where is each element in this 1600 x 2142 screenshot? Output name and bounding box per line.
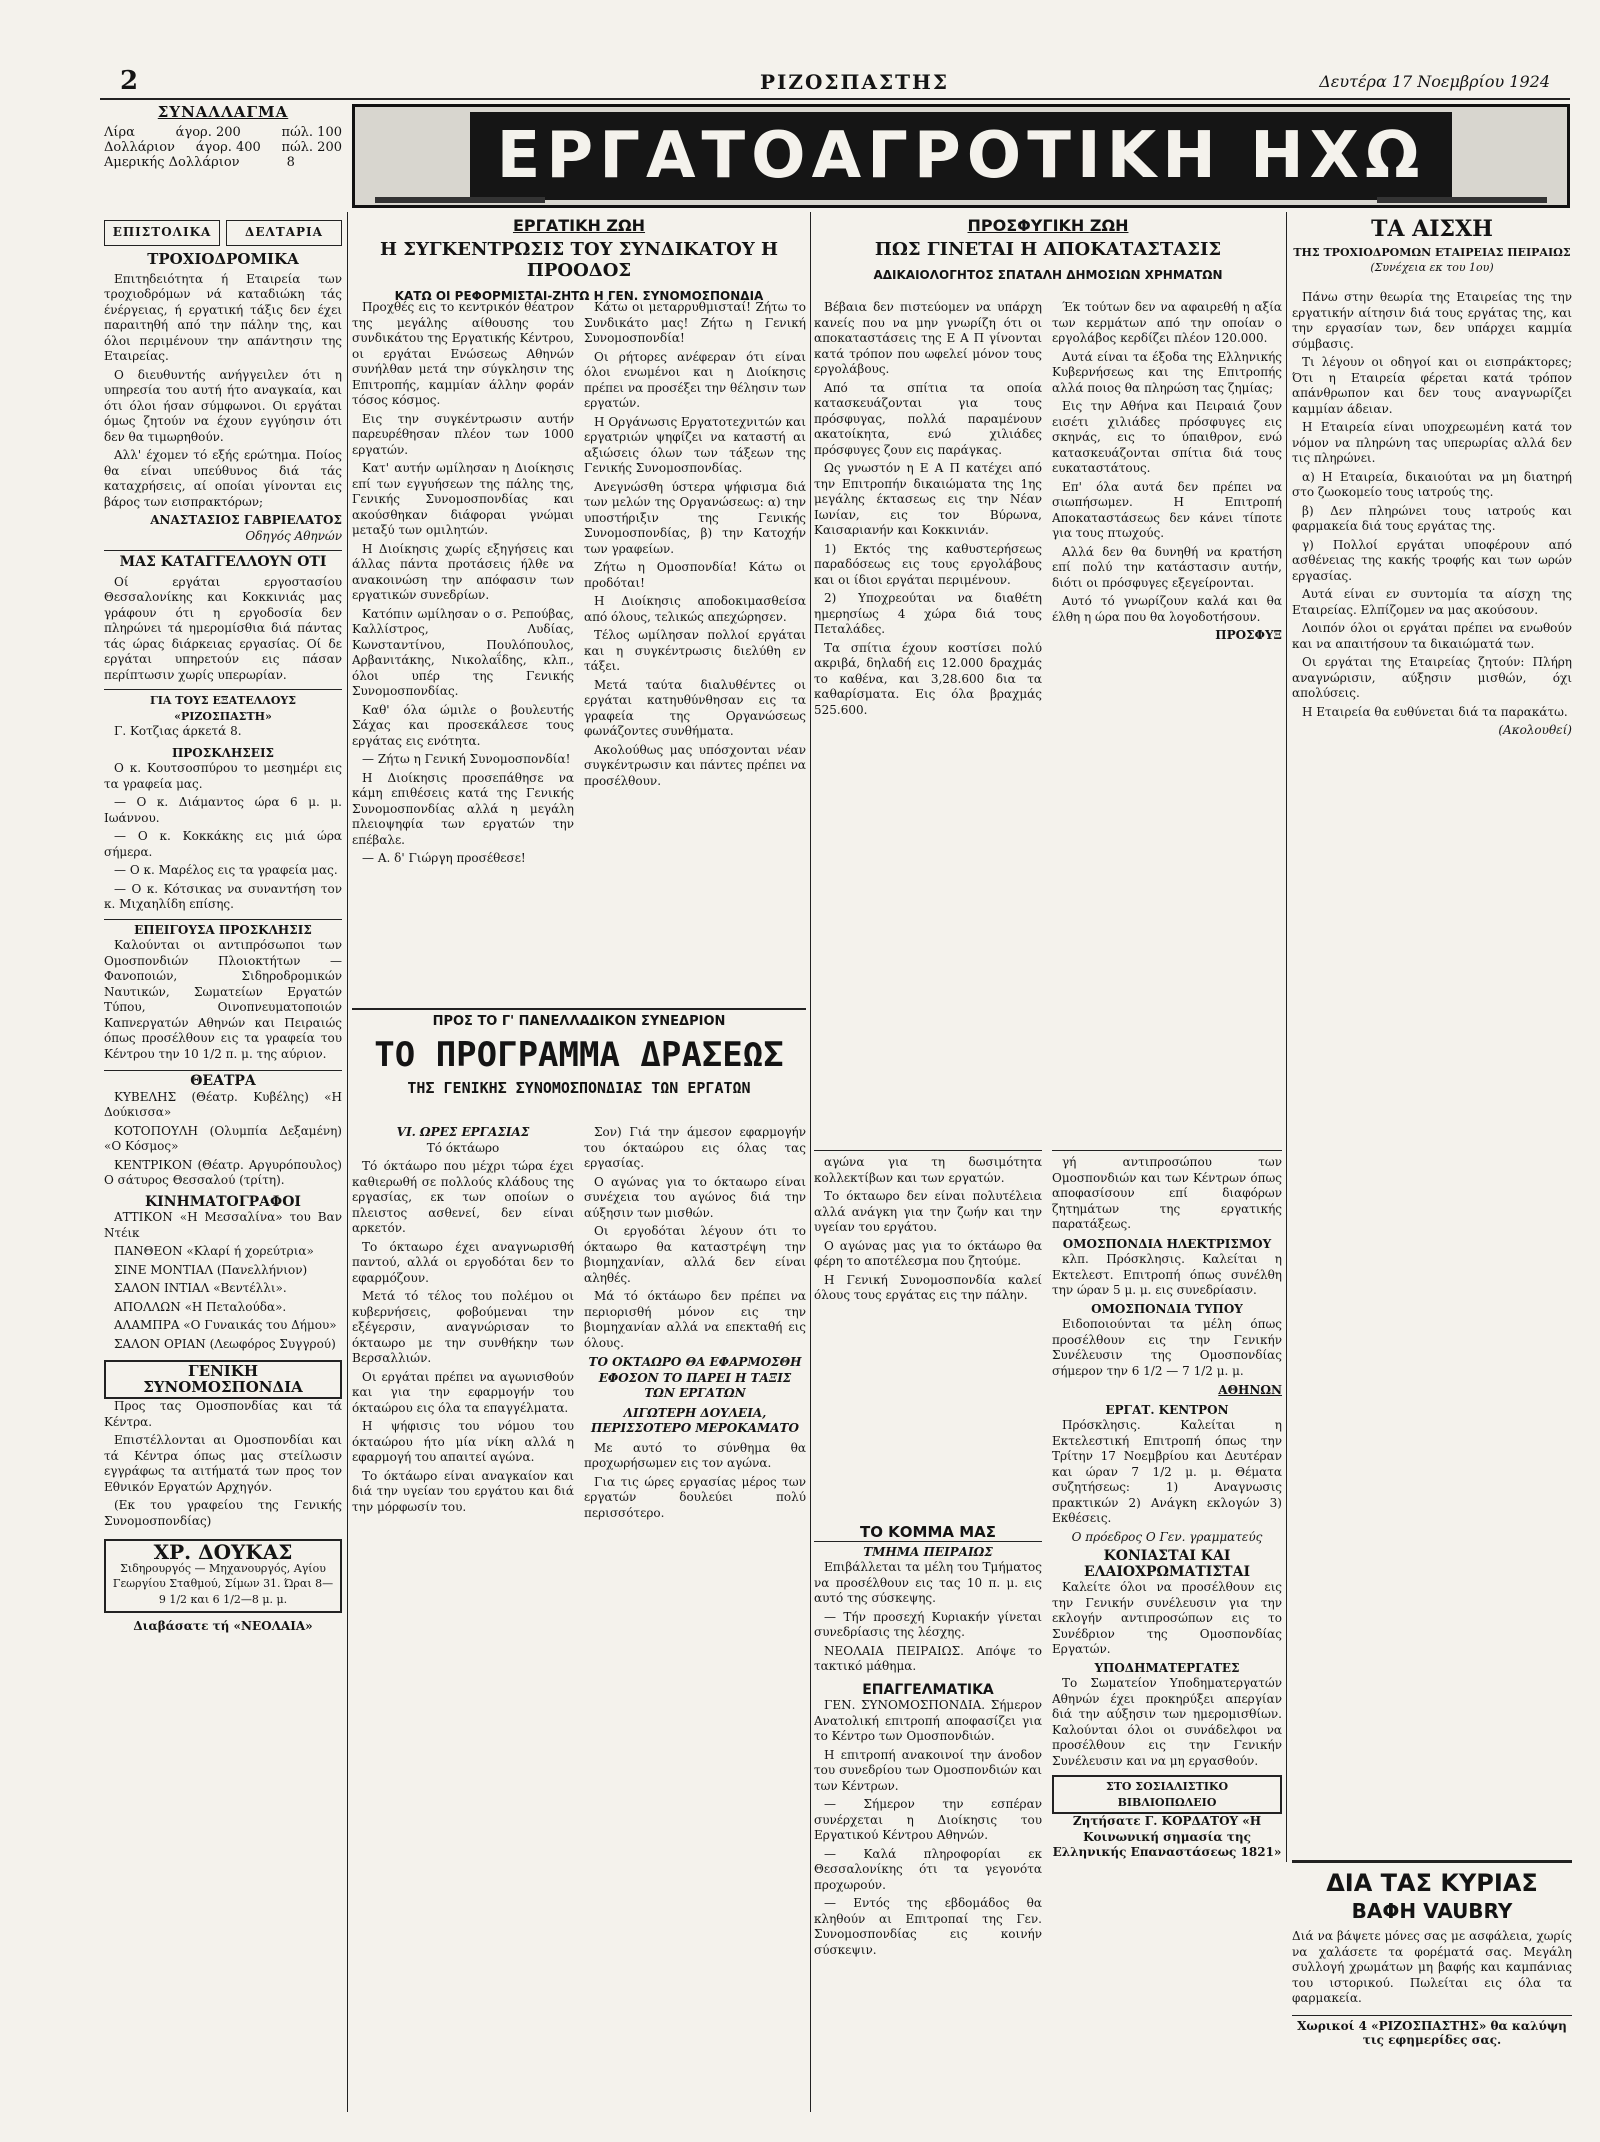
paragraph: Το όκτάωρο είναι αναγκαίον και διά την υγείαν του εργάτου και διά την μόρφωσίν του. xyxy=(352,1468,574,1514)
article-kicker: ΠΡΟΣ ΤΟ Γ' ΠΑΝΕΛΛΑΔΙΚΟΝ ΣΥΝΕΔΡΙΟΝ xyxy=(432,1014,726,1029)
programma-column-a xyxy=(352,1125,574,2110)
paragraph: Για τις ώρες εργασίας μέρος των εργατών δουλεύει πολύ περισσότερο. xyxy=(584,1474,806,1520)
paragraph: Ακολούθως μας υπόσχονται νέαν συγκέντρωσιν και πάντες πρέπει να προσέλθουν. xyxy=(584,742,806,788)
paragraph: Οί εργάται εργοστασίου Θεσσαλονίκης και Κοκκινιάς μας γράφουν ότι η εργοδοσία δεν πληρώνει τά ημερομίσθια διά πάντας τάς ώρας διάρκειας εργασίας. Οί δε εργάται υπηρετούν εις πάσαν περίπτωσιν χωρίς υπερωρίαν. xyxy=(104,574,342,682)
paragraph: Το όκταωρο έχει αναγνωρισθή παντού, αλλά οι εργοδόται δεν το εφαρμόζουν. xyxy=(352,1239,574,1285)
paragraph: — Σήμερον την εσπέραν συνέρχεται η Διοίκησις του Εργατικού Κέντρου Αθηνών. xyxy=(814,1797,1042,1842)
masthead xyxy=(100,62,1570,100)
paragraph: Επ' όλα αυτά δεν πρέπει να σιωπήσωμεν. Η Επιτροπή Αποκαταστάσεως δεν κάνει τίποτε για τους πτωχούς. xyxy=(1052,479,1282,540)
info-title: ΓΙΑ ΤΟΥΣ ΕΞΑΤΕΛΛΟΥΣ «ΡΙΖΟΣΠΑΣΤΗ» xyxy=(149,694,297,723)
paragraph: (Εκ του γραφείου της Γενικής Συνομοσπονδίας) xyxy=(104,1498,342,1528)
signature: ΑΝΑΣΤΑΣΙΟΣ ΓΑΒΡΙΕΛΑΤΟΣ xyxy=(150,513,342,527)
paragraph: Από τα σπίτια τα οποία κατασκευάζονται για τους πρόσφυγας, πολλά παραμένουν ακατοίκητα, ενώ χιλιάδες πρόσφυγες ζουν εις παράγκας. xyxy=(814,380,1042,457)
exchange-title: ΣΥΝΑΛΛΑΓΜΑ xyxy=(157,103,289,121)
paragraph: Οι εργάται πρέπει να αγωνισθούν και για την εφαρμογήν του όκταώρου εις όλα τα επαγγέλματα. xyxy=(352,1369,574,1415)
article-title: ΤΟ ΠΡΟΓΡΑΜΜΑ ΔΡΑΣΕΩΣ xyxy=(374,1035,784,1075)
paragraph: — Ο κ. Μαρέλος εις τα γραφεία μας. xyxy=(114,863,338,877)
paragraph: Ο διευθυντής ανήγγειλεν ότι η υπηρεσία του αυτή ήτο αναγκαία, και ότι όλοι ήσαν σύμφωνοι. Οι εργάται όμως ζητούν να έχουν εγγύησιν ότι δεν θα τιμωρηθούν. xyxy=(104,367,342,444)
paragraph: Το Σωματείον Υποδηματεργατών Αθηνών έχει προκηρύξει απεργίαν διά την αύξησιν των ημερομισθίων. Καλούνται όλοι οι συνάδελφοι να προσέλθουν εις την Γενικήν Συνέλευσιν και να μη εργασθούν. xyxy=(1052,1676,1282,1768)
banner-illustration-left xyxy=(375,117,545,203)
exchange-row: Λίρα άγορ. 200 πώλ. 100 xyxy=(104,125,342,140)
paragraph: Σον) Γιά την άμεσον εφαρμογήν του όκταώρου εις όλας τας εργασίας. xyxy=(584,1125,806,1170)
paragraph: — Καλά πληροφορίαι εκ Θεσσαλονίκης ότι τα γεγονότα προχωρούν. xyxy=(814,1846,1042,1892)
paragraph: Η Εταιρεία θα ευθύνεται διά τα παρακάτω. xyxy=(1302,704,1568,719)
paragraph: Οι εργοδόται λέγουν ότι το όκταωρο θα καταστρέψη την βιομηχανίαν, αλλά δεν είναι αληθές. xyxy=(584,1224,806,1285)
ad-name: ΧΡ. ΔΟΥΚΑΣ xyxy=(153,1540,293,1564)
paragraph: Το όκταωρο δεν είναι πολυτέλεια αλλά ανάγκη για την ζωήν και την υγείαν του εργάτου. xyxy=(814,1189,1042,1234)
notice-heading: ΕΡΓΑΤ. ΚΕΝΤΡΟΝ xyxy=(1105,1402,1229,1417)
paragraph: ΚΕΝΤΡΙΚΟΝ (Θέατρ. Αργυρόπουλος) Ο σάτυρος Θεσσαλού (τρίτη). xyxy=(104,1157,342,1187)
paragraph: ΠΑΝΘΕΟΝ «Κλαρί ή χορεύτρια» xyxy=(114,1244,314,1258)
prosfygiki-column-a xyxy=(814,300,1042,1138)
paragraph: Αυτά είναι τα έξοδα της Ελληνικής Κυβερνήσεως και της Επιτροπής αλλά ποιος θα πληρώση τας ζημίας; xyxy=(1052,349,1282,395)
prosfygiki-column-b xyxy=(1052,300,1282,1138)
paragraph: Η επιτροπή ανακοινοί την άνοδον του συνεδρίου των Ομοσπονδιών και των Κέντρων. xyxy=(814,1747,1042,1793)
komma-title: ΤΟ ΚΟΜΜΑ ΜΑΣ xyxy=(814,1525,1042,1542)
paragraph: Προς τας Ομοσπονδίας και τά Κέντρα. xyxy=(104,1399,342,1429)
paragraph: Καθ' όλα ώμιλε ο βουλευτής Σάχας και προσεκάλεσε τους εργάτας εις ενότητα. xyxy=(352,702,574,748)
troxiodromika-title: ΤΡΟΧΙΟΔΡΟΜΙΚΑ xyxy=(147,250,299,268)
ergatiki-column-a xyxy=(352,300,574,900)
paragraph: Επιστέλλονται αι Ομοσπονδίαι και τά Κέντρα όπως μας στείλωσιν εγγράφως τα αιτήματά των προς τον Εθνικόν Εργατών Αρχηγόν. xyxy=(104,1433,342,1494)
vaubry-ad xyxy=(1292,1860,1572,2105)
paragraph: Βέβαια δεν πιστεύομεν να υπάρχη κανείς που να μην γνωρίζη ότι οι αποκαταστάσεις της Ε Α Π γίνονται κατά τρόπον που ωφελεί μόνον τους εργολάβους. xyxy=(814,300,1042,376)
paragraph: Ο αγώνας μας για το όκτάωρο θα φέρη το αποτέλεσμα που ζητούμε. xyxy=(814,1238,1042,1268)
slogan: ΛΙΓΩΤΕΡΗ ΔΟΥΛΕΙΑ, ΠΕΡΙΣΣΟΤΕΡΟ ΜΕΡΟΚΑΜΑΤΟ xyxy=(591,1405,799,1435)
paragraph: Αυτά είναι εν συντομία τα αίσχη της Εταιρείας. Ελπίζομεν να μας ακούσουν. xyxy=(1292,587,1572,617)
paragraph: — Ο κ. Κότσικας να συναντήση τον κ. Μιχαηλίδη επίσης. xyxy=(104,881,342,911)
aisxi-body xyxy=(1292,290,1572,1850)
signature: ΠΡΟΣΦΥΞ xyxy=(1215,628,1282,642)
paragraph: Τα σπίτια έχουν κοστίσει πολύ ακριβά, δηλαδή εις 12.000 δραχμάς το καθένα, και 3,28.600 δια τα καθαρίσματα. Εις όλα βραχμάς 525.600. xyxy=(814,640,1042,717)
paragraph: Η Διοίκησις χωρίς εξηγήσεις και άλλας πάντα προτάσεις ήλθε να ανακοινώση την απόφασιν των εργατικών συνεδρίων. xyxy=(352,541,574,602)
epeigousa-title: ΕΠΕΙΓΟΥΣΑ ΠΡΟΣΚΛΗΣΙΣ xyxy=(134,922,312,937)
banner-illustration-right xyxy=(1377,117,1547,203)
notice-heading: ΥΠΟΔΗΜΑΤΕΡΓΑΤΕΣ xyxy=(1094,1660,1240,1675)
paragraph: Ανεγνώσθη ύστερα ψήφισμα διά των μελών της Οργανώσεως: α) την υποστήριξιν της Γενικής Συνομοσπονδίας, β) την Κατοχήν των γραφείων. xyxy=(584,479,806,556)
article-note: (Συνέχεια εκ του 1ου) xyxy=(1370,261,1494,274)
paragraph: Αυτό τό γνωρίζουν καλά και θα έλθη η ώρα που θα λογοδοτήσουν. xyxy=(1052,594,1282,624)
mas-kataggelloun-title: ΜΑΣ ΚΑΤΑΓΓΕΛΛΟΥΝ ΟΤΙ xyxy=(119,554,327,570)
paragraph: Τι λέγουν οι οδηγοί και οι εισπράκτορες; Ότι η Εταιρεία φέρεται κατά τρόπον απάνθρωπον και δεν τους αναγνωρίζει καμμίαν άδειαν. xyxy=(1292,355,1572,416)
bookshop-body: Ζητήσατε Γ. ΚΟΡΔΑΤΟΥ «Η Κοινωνική σημασία της Ελληνικής Επαναστάσεως 1821» xyxy=(1052,1814,1282,1859)
column-rule xyxy=(347,212,348,2112)
paragraph: Εις την συγκέντρωσιν αυτήν παρευρέθησαν πλέον των 1000 εργατών. xyxy=(352,411,574,457)
article-subtitle: ΤΗΣ ΓΕΝΙΚΗΣ ΣΥΝΟΜΟΣΠΟΝΔΙΑΣ ΤΩΝ ΕΡΓΑΤΩΝ xyxy=(407,1079,751,1097)
paragraph: Οι ρήτορες ανέφεραν ότι είναι όλοι ενωμένοι και η Διοίκησις πρέπει να προσέξει την θέλησιν των εργατών. xyxy=(584,349,806,410)
aisxi-article xyxy=(1292,216,1572,274)
epaggelmatika-title: ΕΠΑΓΓΕΛΜΑΤΙΚΑ xyxy=(862,1681,994,1698)
city-heading: ΑΘΗΝΩΝ xyxy=(1218,1383,1282,1397)
continued-note: (Ακολουθεί) xyxy=(1498,723,1572,737)
paragraph: Τό όκτάωρο που μέχρι τώρα έχει καθιερωθή σε πολλούς κλάδους της εργασίας, εκ των οποίων ο πλειστος ασθενεί, δεν είναι αρκετόν. xyxy=(352,1159,574,1235)
neolaia-ad: Διαβάσατε τή «ΝΕΟΛΑΙΑ» xyxy=(133,1619,313,1633)
paragraph: Κατ' αυτήν ωμίλησαν η Διοίκησις επί των εγγυήσεων της πάλης της, Γενικής Συνομοσπονδίας και ακούσθηκαν διάφοραι γνώμαι μεταξύ των ομιλητών. xyxy=(352,461,574,537)
paragraph: Οι εργάται της Εταιρείας ζητούν: Πλήρη αναγνώρισιν, αύξησιν μισθών, όχι απολύσεις. xyxy=(1292,655,1572,700)
paragraph: — Ο κ. Διάμαντος ώρα 6 μ. μ. Ιωάννου. xyxy=(104,795,342,825)
paragraph: α) Η Εταιρεία, δικαιούται να μη διατηρή στο ζωοκομείο τους ιατρούς της. xyxy=(1292,469,1572,499)
notice-heading: ΚΟΝΙΑΣΤΑΙ ΚΑΙ ΕΛΑΙΟΧΡΩΜΑΤΙΣΤΑΙ xyxy=(1083,1548,1251,1580)
section-banner xyxy=(352,104,1570,208)
paragraph: γ) Πολλοί εργάται υποφέρουν από ασθένειας της κακής τροφής και των ωρών εργασίας. xyxy=(1292,537,1572,583)
paragraph: ΚΟΤΟΠΟΥΛΗ (Ολυμπία Δεξαμένη) «Ο Κόσμος» xyxy=(104,1123,342,1153)
paragraph: — Ο κ. Κοκκάκης εις μιά ώρα σήμερα. xyxy=(104,829,342,859)
paragraph: Λοιπόν όλοι οι εργάται πρέπει να ενωθούν και να απαιτήσουν τα δικαιώματά των. xyxy=(1292,621,1572,651)
paragraph: 1) Εκτός της καθυστερήσεως παραδόσεως εις τους εργολάβους και οι ίδιοι εργάται περιμένουν. xyxy=(814,541,1042,587)
article-title: Η ΣΥΓΚΕΝΤΡΩΣΙΣ ΤΟΥ ΣΥΝΔΙΚΑΤΟΥ Η ΠΡΟΟΔΟΣ xyxy=(380,239,778,281)
paragraph: — Α. δ' Γιώργη προσέθεσε! xyxy=(362,851,526,865)
paragraph: Γ. Κοτζιας άρκετά 8. xyxy=(114,724,242,738)
paragraph: Η ψήφισις του νόμου του όκταώρου ήτο μία νίκη αλλά η εφαρμογή του απαιτεί αγώνα. xyxy=(352,1419,574,1464)
paper-name: ΡΙΖΟΣΠΑΣΤΗΣ xyxy=(760,70,950,94)
paragraph: γή αντιπροσώπου των Ομοσπονδιών και των Κέντρων όπως αποφασίσουν επί διαφόρων ζητημάτων της εργατικής παρατάξεως. xyxy=(1052,1155,1282,1231)
notice-heading: ΟΜΟΣΠΟΝΔΙΑ ΗΛΕΚΤΡΙΣΜΟΥ xyxy=(1062,1236,1272,1251)
paragraph: Ο κ. Κουτσοσπύρου το μεσημέρι εις τα γραφεία μας. xyxy=(104,761,342,791)
section-label: ΕΡΓΑΤΙΚΗ ΖΩΗ xyxy=(512,216,646,235)
geniki-title: ΓΕΝΙΚΗ ΣΥΝΟΜΟΣΠΟΝΔΙΑ xyxy=(104,1360,342,1399)
paragraph: Η Διοίκησις αποδοκιμασθείσα από όλους, τελικώς απεχώρησεν. xyxy=(584,594,806,624)
section-subheading: Τό όκτάωρο xyxy=(426,1140,500,1155)
paragraph: αγώνα για τη δωσιμότητα κολλεκτίβων και των εργατών. xyxy=(814,1155,1042,1185)
paragraph: Ειδοποιούνται τα μέλη όπως προσέλθουν εις την Γενικήν Συνέλευσιν της Ομοσπονδίας σήμερον την 6 1/2 — 7 1/2 μ. μ. xyxy=(1052,1317,1282,1378)
paragraph: Η Διοίκησις προσεπάθησε να κάμη επιθέσεις κατά της Γενικής Συνομοσπονδίας αλλά η μεγάλη πλειοψηφία των εργατών την επέβαλε. xyxy=(352,770,574,847)
paragraph: ΣΙΝΕ ΜΟΝΤΙΑΛ (Πανελλήνιον) xyxy=(114,1262,308,1277)
paragraph: — Τήν προσεχή Κυριακήν γίνεται συνεδρίασις της λέσχης. xyxy=(814,1609,1042,1639)
doukas-ad xyxy=(104,1539,342,1613)
paragraph: Η Οργάνωσις Εργατοτεχνιτών και εργατριών ψηφίζει να καταστή αι αξιώσεις όλων των τάξεων της Γενικής Συνομοσπονδίας. xyxy=(584,414,806,475)
section-heading: VI. ΩΡΕΣ ΕΡΓΑΣΙΑΣ xyxy=(396,1125,530,1139)
ergatiki-column-b xyxy=(584,300,806,900)
paragraph: Τέλος ωμίλησαν πολλοί εργάται και η συγκέντρωσις διελύθη εν τάξει. xyxy=(584,628,806,673)
page-number: 2 xyxy=(120,66,139,96)
paragraph: Ζήτω η Ομοσπονδία! Κάτω οι προδόται! xyxy=(584,560,806,590)
banner-title: ΕΡΓΑΤΟΑΓΡΟΤΙΚΗ ΗΧΩ xyxy=(470,112,1453,200)
paragraph: β) Δεν πληρώνει τους ιατρούς και φαρμακεία διά τους εργάτας της. xyxy=(1292,503,1572,533)
article-subtitle: ΑΔΙΚΑΙΟΛΟΓΗΤΟΣ ΣΠΑΤΑΛΗ ΔΗΜΟΣΙΩΝ ΧΡΗΜΑΤΩΝ xyxy=(873,268,1223,282)
slogan: ΤΟ ΟΚΤΑΩΡΟ ΘΑ ΕΦΑΡΜΟΣΘΗ ΕΦΟΣΟΝ ΤΟ ΠΑΡΕΙ Η ΤΑΞΙΣ ΤΩΝ ΕΡΓΑΤΩΝ xyxy=(588,1355,802,1400)
column1 xyxy=(104,250,342,2105)
ad-brand: ΒΑΦΗ VAUBRY xyxy=(1351,1899,1513,1923)
paragraph: Πρόσκλησις. Καλείται η Εκτελεστική Επιτροπή όπως την Τρίτην 17 Νοεμβρίου και Δευτέραν και ώραν 7 1/2 μ. μ. Θέματα συζητήσεως: 1) Αναγνωσις πρακτικών 2) Ανάγκη εκλογών 3) Εκθέσεις. xyxy=(1052,1418,1282,1525)
paragraph: Αλλά δεν θα δυνηθή να κρατήση επί πολύ την κατάστασιν αυτήν, διότι οι πρόσφυγες εξεγείρονται. xyxy=(1052,544,1282,590)
paragraph: Με αυτό το σύνθημα θα προχωρήσωμεν εις τον αγώνα. xyxy=(584,1440,806,1470)
programma-article xyxy=(352,1008,806,1097)
paragraph: ΝΕΟΛΑΙΑ ΠΕΙΡΑΙΩΣ. Απόψε το τακτικό μάθημα. xyxy=(814,1643,1042,1673)
paragraph: — Ζήτω η Γενική Συνομοσπονδία! xyxy=(362,752,571,766)
prosklhseis-title: ΠΡΟΣΚΛΗΣΕΙΣ xyxy=(171,745,275,760)
exchange-row: Δολλάριον άγορ. 400 πώλ. 200 xyxy=(104,140,342,155)
article-subtitle: ΤΗΣ ΤΡΟΧΙΟΔΡΟΜΩΝ ΕΤΑΙΡΕΙΑΣ ΠΕΙΡΑΙΩΣ xyxy=(1293,246,1571,259)
article-title: ΠΩΣ ΓΙΝΕΤΑΙ Η ΑΠΟΚΑΤΑΣΤΑΣΙΣ xyxy=(874,239,1222,260)
paragraph: ΑΛΑΜΠΡΑ «Ο Γυναικάς του Δήμου» xyxy=(114,1318,337,1332)
paragraph: κλπ. Πρόσκλησις. Καλείται η Εκτελεστ. Επιτροπή όπως συνέλθη την ώραν 5 μ. μ. εις συνεδρίασιν. xyxy=(1052,1252,1282,1297)
paragraph: Κατόπιν ωμίλησαν ο σ. Ρεπούβας, Καλλίστρος, Λυδίας, Κωνσταντίνου, Πουλόπουλος, Αρβανιτάκης, Νικολαΐδης, κλπ., όλοι υπέρ της Γενικής Συνομοσπονδίας. xyxy=(352,606,574,698)
paragraph: ΚΥΒΕΛΗΣ (Θέατρ. Κυβέλης) «Η Δούκισσα» xyxy=(104,1089,342,1119)
paragraph: Αλλ' έχομεν τό εξής ερώτημα. Ποίος θα είναι υπεύθυνος διά τάς καταχρήσεις, αί οποίαι γίνονται εις βάρος των εισπρακτόρων; xyxy=(104,448,342,509)
paragraph: ΓΕΝ. ΣΥΝΟΜΟΣΠΟΝΔΙΑ. Σήμερον Ανατολική επιτροπή αποφασίζει για το Κέντρο των Ομοσπονδιών. xyxy=(814,1698,1042,1743)
article-title: ΤΑ ΑΙΣΧΗ xyxy=(1371,216,1493,242)
paragraph: Εις την Αθήνα και Πειραιά ζουν εισέτι χιλιάδες πρόσφυγες εις σκηνάς, εις το ύπαιθρον, ενώ κατασκευάζονται σπίτια διά τους ευκαταστάτους. xyxy=(1052,399,1282,475)
paragraph: Καλείτε όλοι να προσέλθουν εις την Γενικήν συνέλευσιν για την εκλογήν αντιπροσώπων εις το Συνέδριον της Ομοσπονδίας Εργατών. xyxy=(1052,1580,1282,1656)
programma-column-c xyxy=(814,1150,1042,1520)
paragraph: Επιβάλλεται τα μέλη του Τμήματος να προσέλθουν εις τας 10 π. μ. εις αυτό της σύσκεψης. xyxy=(814,1560,1042,1605)
ad-footer: Χωρικοί 4 «ΡΙΖΟΣΠΑΣΤΗΣ» θα καλύψη τις εφημερίδες σας. xyxy=(1292,2015,1572,2047)
theatra-title: ΘΕΑΤΡΑ xyxy=(104,1070,342,1090)
ad-title: ΔΙΑ ΤΑΣ ΚΥΡΙΑΣ xyxy=(1326,1869,1538,1897)
ad-body: Σιδηρουργός — Μηχανουργός, Αγίου Γεωργίου Σταθμού, Σίμων 31. Ώραι 8—9 1/2 και 6 1/2—8 μ. μ. xyxy=(112,1561,334,1606)
paragraph: — Εντός της εβδομάδος θα κληθούν αι Επιτροπαί της Γεν. Συνομοσπονδίας εις κοινήν σύσκεψιν. xyxy=(814,1896,1042,1957)
signature-title: Οδηγός Αθηνών xyxy=(245,528,342,543)
notices-column xyxy=(1052,1150,1282,2105)
kinimatografoi-title: ΚΙΝΗΜΑΤΟΓΡΑΦΟΙ xyxy=(145,1193,301,1210)
bookshop-title: ΣΤΟ ΣΟΣΙΑΛΙΣΤΙΚΟ ΒΙΒΛΙΟΠΩΛΕΙΟ xyxy=(1052,1775,1282,1814)
notice-heading: ΟΜΟΣΠΟΝΔΙΑ ΤΥΠΟΥ xyxy=(1091,1301,1243,1316)
prosfygiki-zoi-article xyxy=(814,216,1282,282)
tab-deltaria: ΔΕΛΤΑΡΙΑ xyxy=(226,220,342,246)
programma-column-b xyxy=(584,1125,806,2110)
exchange-row: Αμερικής Δολλάριον 8 xyxy=(104,155,295,170)
paragraph: Μετά τό τέλος του πολέμου οι κυβερνήσεις, φοβούμεναι την εξέγερσιν, αναγνώρισαν το όκταωρο με την συνθήκην των Βερσαλλιών. xyxy=(352,1289,574,1365)
paragraph: Καλούνται οι αντιπρόσωποι των Ομοσπονδιών Πλοιοκτήτων — Φανοποιών, Σιδηροδρομικών Ναυτικών, Σωματείων Εργατών Τύπου, Οινοπνευματοποιών Καπνεργατών Αθηνών και Πειραιώς όπως προσέλθουν εις τα γραφεία του Κέντρου την 10 1/2 π. μ. της αύριον. xyxy=(104,938,342,1061)
column1-tabs xyxy=(104,220,342,246)
ad-body: Διά να βάψετε μόνες σας με ασφάλεια, χωρίς να χαλάσετε τα φορέματά σας. Μεγάλη συλλογή χρωμάτων μη βαφής και καμπάνιας του ιστορικού. Πωλείται εις όλα τα φαρμακεία. xyxy=(1292,1929,1572,2005)
issue-date: Δευτέρα 17 Νοεμβρίου 1924 xyxy=(1319,72,1550,91)
paragraph: Έκ τούτων δεν να αφαιρεθή η αξία των κερμάτων από την οποίαν ο εργολάβος κερδίζει πλέον 120.000. xyxy=(1052,300,1282,345)
komma-epaggelmatika xyxy=(814,1525,1042,2105)
paragraph: Μά τό όκτάωρο δεν πρέπει να περιορισθή μόνον εις την βιομηχανίαν αλλά να επεκταθή εις όλους. xyxy=(584,1289,806,1350)
signature: Ο πρόεδρος Ο Γεν. γραμματεύς xyxy=(1071,1529,1263,1544)
komma-subtitle: ΤΜΗΜΑ ΠΕΙΡΑΙΩΣ xyxy=(863,1544,993,1559)
paragraph: ΣΑΛΟΝ ΙΝΤΙΑΛ «Βεντέλλι». xyxy=(114,1281,287,1295)
column-rule xyxy=(1286,212,1287,1862)
paragraph: Προχθές εις το κεντρικόν θέατρον της μεγάλης αίθουσης του συνδικάτου της Εργατικής Κέντρου, οι εργάται Ενώσεως Αθηνών συνήλθαν μετά την σύγκλησιν της Επιτροπής, καμμίαν άλλην φοράν τόσος κόσμος. xyxy=(352,300,574,407)
paragraph: Μετά ταύτα διαλυθέντες οι εργάται κατηυθύνθησαν εις τα γραφεία της Οργανώσεως φωνάζοντες συνθήματα. xyxy=(584,677,806,738)
paragraph: Επιτηδειότητα ή Εταιρεία των τροχιοδρόμων νά καταδιώκη τάς ένέργειας, ή εργατική τάξις δεν έχει παραιτηθή από την πάλην της, και όλοι περιμένουν την απάντησιν της Εταιρείας. xyxy=(104,271,342,363)
ergatiki-zoi-article xyxy=(352,216,806,303)
exchange-rates xyxy=(104,103,342,203)
article-subtitle: ΚΑΤΩ ΟΙ ΡΕΦΟΡΜΙΣΤΑΙ-ΖΗΤΩ Η ΓΕΝ. ΣΥΝΟΜΟΣΠΟΝΔΙΑ xyxy=(394,289,764,303)
paragraph: Κάτω οι μεταρρυθμισταί! Ζήτω το Συνδικάτο μας! Ζήτω η Γενική Συνομοσπονδία! xyxy=(584,300,806,345)
paragraph: Η Γενική Συνομοσπονδία καλεί όλους τους εργάτας εις την πάλην. xyxy=(814,1272,1042,1302)
paragraph: Η Εταιρεία είναι υποχρεωμένη κατά τον νόμον να πληρώνη τας υπερωρίας αλλά δεν τις πληρώνει. xyxy=(1292,420,1572,465)
paragraph: Ως γνωστόν η Ε Α Π κατέχει από την Επιτροπήν δικαιώματα της 1ης μεγάλης έκτασεως εις την Νέαν Ιωνίαν, εις τον Βύρωνα, Καισαριανήν και Κοκκινιάν. xyxy=(814,461,1042,537)
tab-epistolika: ΕΠΙΣΤΟΛΙΚΑ xyxy=(104,220,220,246)
column-rule xyxy=(810,212,811,2112)
paragraph: ΑΤΤΙΚΟΝ «Η Μεσσαλίνα» του Βαν Ντέικ xyxy=(104,1210,342,1240)
paragraph: ΑΠΟΛΛΩΝ «Η Πεταλούδα». xyxy=(114,1299,287,1314)
paragraph: ΣΑΛΟΝ ΟΡΙΑΝ (Λεωφόρος Συγγρού) xyxy=(114,1336,336,1351)
paragraph: 2) Υποχρεούται να διαθέτη ημερησίως 4 χώρα διά τους Πεταλάδες. xyxy=(814,591,1042,636)
section-label: ΠΡΟΣΦΥΓΙΚΗ ΖΩΗ xyxy=(967,216,1129,235)
paragraph: Ο αγώνας για το όκταωρο είναι συνέχεια του αγώνος διά την αύξησιν των μισθών. xyxy=(584,1174,806,1220)
paragraph: Πάνω στην θεωρία της Εταιρείας της την εργατικήν αίτησιν διά τους εργάτας της, και την εργασίαν των, δεν υπάρχει καμμία σύμβασις. xyxy=(1292,290,1572,351)
